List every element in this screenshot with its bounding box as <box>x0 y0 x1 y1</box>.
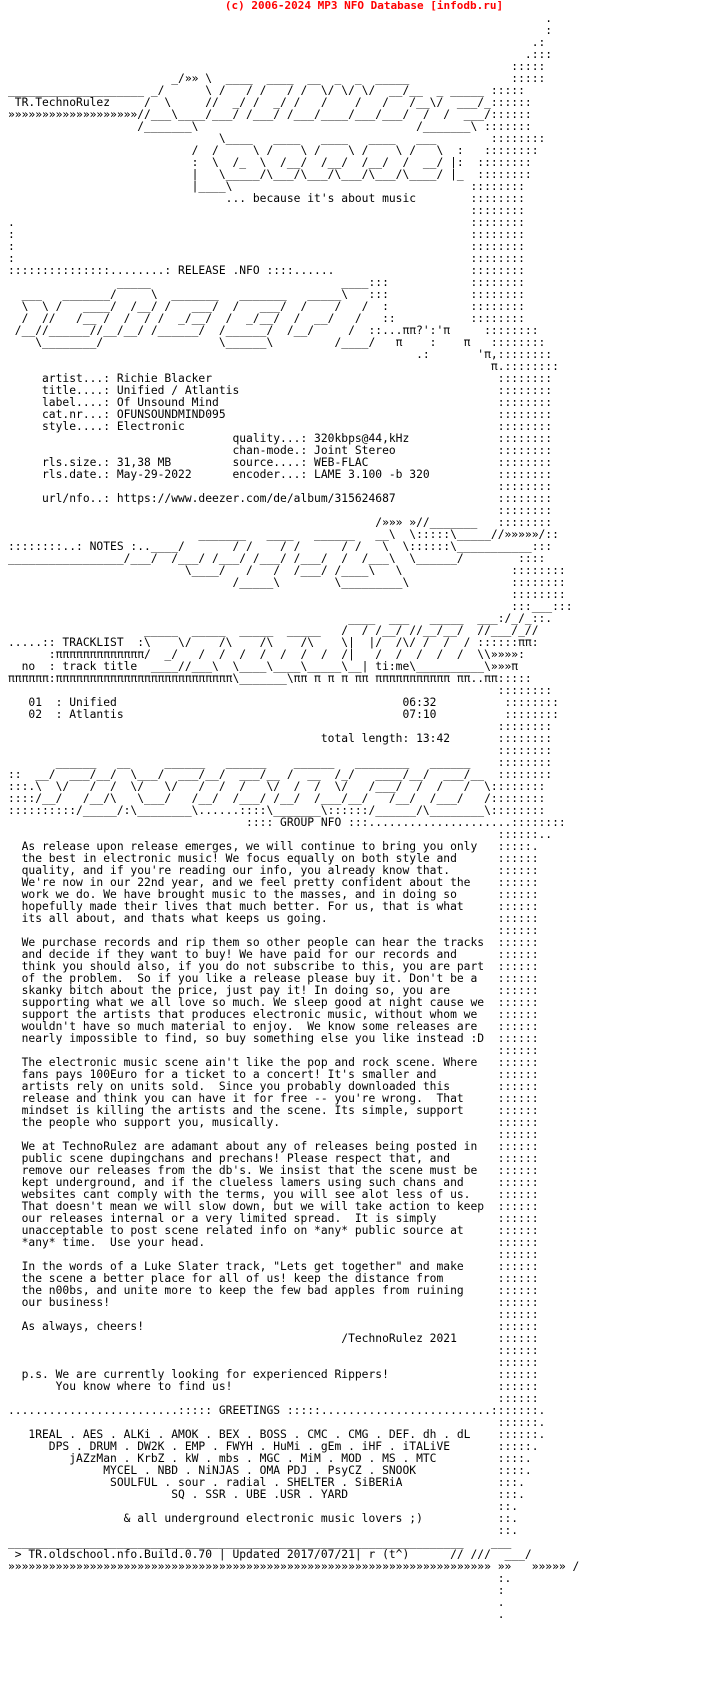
nfo-content: . : .: .::: ::::: _/»» \ ____ ____ __ _ _ _____ ::::: ____________________ _/ \ / / / / / \/ \/ \/ __/__ _ _____ ::::: TR.TechnoRulez / \ // _/ / _/ / / / / /__\/ ___/_:::::: »»»»»»»»»»»»»»»»»»»//___\____/___/ /___/ /___/____/___/___/ / / ___/:::::: /_______\ /_______\ ::::::: \____ ____ ____ ____ ___ :::::::: / / \ / \ / \ / \ / \ : :::::::: : \ /_ \ /__/ /__/ /__/ / __/ |: :::::::: | \_____/\___/\___/\___/\___/\____/ |_ :::::::: |____\ :::::::: ... because it's about music :::::::: :::::::: . :::::::: : :::::::: : :::::::: : :::::::: :::::::::::::::........: RELEASE .NFO ::::...... :::::::: _____ ____::: :::::::: ___ _______/ \ _______ _______ _____\ ::: :::::::: \ \ / ____/ /__/ / ___/ / ___/ / / / : :::::::: / // /__ / / / / _/__/ / _/__/ / __/ / :: :::::::: /__//______//__/__/ /______/ /______/ /__/ / ::...ππ?':'π :::::::: \________/ \______\ /____/ π : π :::::::: .: 'π,:::::::: π.:::::::: artist...: Richie Blacker :::::::: title....: Unified / Atlantis :::::::: label....: Of Unsound Mind :::::::: cat.nr...: OFUNSOUNDMIND095 :::::::: style....: Electronic :::::::: quality...: 320kbps@44,kHz :::::::: chan-mode.: Joint Stereo :::::::: rls.size.: 31,38 MB source....: WEB-FLAC :::::::: rls.date.: May-29-2022 encoder...: LAME 3.100 -b 320 :::::::: :::::::: url/nfo..: https://www.deezer.com/de/album/315624687 :::::::: :::::::: /»»» »//_______ :::::::: _______ ____ ______ __\ \:::::\_____//»»»»»/:: ::::::::..: NOTES :..____/ / / / / / / \ \::::::\___________::: _________________/___/ /___/ /___/ /___/ /___/ / /___\ \______/ :::: \____/ / / /___/ /____\ \ :::::::: /_____\ \_________\ :::::::: :::::::: :::___::: ____ ___ _____ ___:/_/_::. _____ _____ _____ _____ / / /__/ //__/__/ //___/_// .....:: TRACKLIST :\ \/ /\ /\ /\ \| |/ /\/ / / / ::::::ππ: :πππππππππππππ/ _/ / / / / / / / /| / / / / / \\»»»»: no : track title ____//___\ \____\____\_____\__| ti:me\__________\»»»π ππππππ:ππππππππππππππππππππππππππ\_______\ππ π π π ππ πππππππππππ ππ..ππ::::: :::::::: 01 : Unified 06:32 :::::::: 02 : Atlantis 07:10 :::::::: :::::::: total length: 13:42 :::::::: :::::::: ______ __ ______ ______ ______ ________ ______ :::::::: :: __/ ___/__/ \___/ ___/__/ ___/__ / __ /_/ ____/__/ ___/__ :::::::: :::.\ \/ / / \/ \/ / / / \/ / / \/ /___/ / / / \:::::::: ::::/__/ /__/\ \___/ /__/ /___/ /__/ /___/__/ /__/ /___/ /:::::::: ::::::::::/_____/:\________\......::::\_______\::::::/______/\________\:::::::: :::: GROUP NFO :::.....................:::::::: ::::::.. As release upon release emerges, we will continue to bring you only :::::. the best in electronic music! We focus equally on both style and :::::: quality, and if you're reading our info, you already know that. :::::: We're now in our 22nd year, and we feel pretty confident about the :::::: work we do. We have brought music to the masses, and in doing so :::::: hopefully made their lives that much better. For us, that is what :::::: its all about, and thats what keeps us going. :::::: :::::: We purchase records and rip them so other people can hear the tracks :::::: and decide if they want to buy! We have paid for our records and :::::: think you should also, if you do not subscribe to this, you are part :::::: of the problem. So if you like a release please buy it. Don't be a :::::: skanky bitch about the price, just pay it! In doing so, you are :::::: supporting what we all love so much. We sleep good at night cause we :::::: support the artists that produces electronic music, without whom we :::::: wouldn't have so much material to enjoy. We know some releases are :::::: nearly impossible to find, so buy something else you like instead :D :::::: :::::: The electronic music scene ain't like the pop and rock scene. Where :::::: fans pays 100Euro for a ticket to a concert! It's smaller and :::::: artists rely on units sold. Since you probably downloaded this :::::: release and think you can have it for free -- you're wrong. That :::::: mindset is killing the artists and the scene. Its simple, support :::::: the people who support you, musically. :::::: :::::: We at TechnoRulez are adamant about any of releases being posted in :::::: public scene dupingchans and prechans! Please respect that, and :::::: remove our releases from the db's. We insist that the scene must be :::::: kept underground, and if the clueless lamers using such chans and :::::: websites cant comply with the terms, you will see alot less of us. :::::: That doesn't mean we will slow down, but we will take action to keep :::::: our releases internal or a very limited spread. It is simply :::::: unacceptable to post scene related info on *any* public source at :::::: *any* time. Use your head. :::::: :::::: In the words of a Luke Slater track, "Lets get together" and make :::::: the scene a better place for all of us! keep the distance from :::::: the n00bs, and unite more to keep the few bad apples from ruining :::::: our business! :::::: :::::: As always, cheers! :::::: /TechnoRulez 2021 :::::: :::::: :::::: p.s. We are currently looking for experienced Rippers! :::::: You know where to find us! :::::: :::::: .........................::::: GREETINGS :::::.........................:::::::. ::::::. 1REAL . AES . ALKi . AMOK . BEX . BOSS . CMC . CMG . DEF. dh . dL ::::::. DPS . DRUM . DW2K . EMP . FWYH . HuMi . gEm . iHF . iTALiVE :::::. jAZzMan . KrbZ . kW . mbs . MGC . MiM . MOD . MS . MTC ::::. MYCEL . NBD . NiNJAS . OMA PDJ . PsyCZ . SNOOK ::::. SOULFUL . sour . radial . SHELTER . SiBERiA :::. SQ . SSR . UBE .USR . YARD :::. ::. & all underground electronic music lovers ;) ::. ::. ___________________________________________________________________ ___ > TR.oldschool.nfo.Build.0.70 | Updated 2017/07/21| r (t^) // /// ___/ »»»»»»»»»»»»»»»»»»»»»»»»»»»»»»»»»»»»»»»»»»»»»»»»»»»»»»»»»»»»»»»»»»»»»»» »» »»»»» / :. : . . <box>8 12 580 1621</box>
site-header: (c) 2006-2024 MP3 NFO Database [infodb.ru] <box>224 0 504 12</box>
